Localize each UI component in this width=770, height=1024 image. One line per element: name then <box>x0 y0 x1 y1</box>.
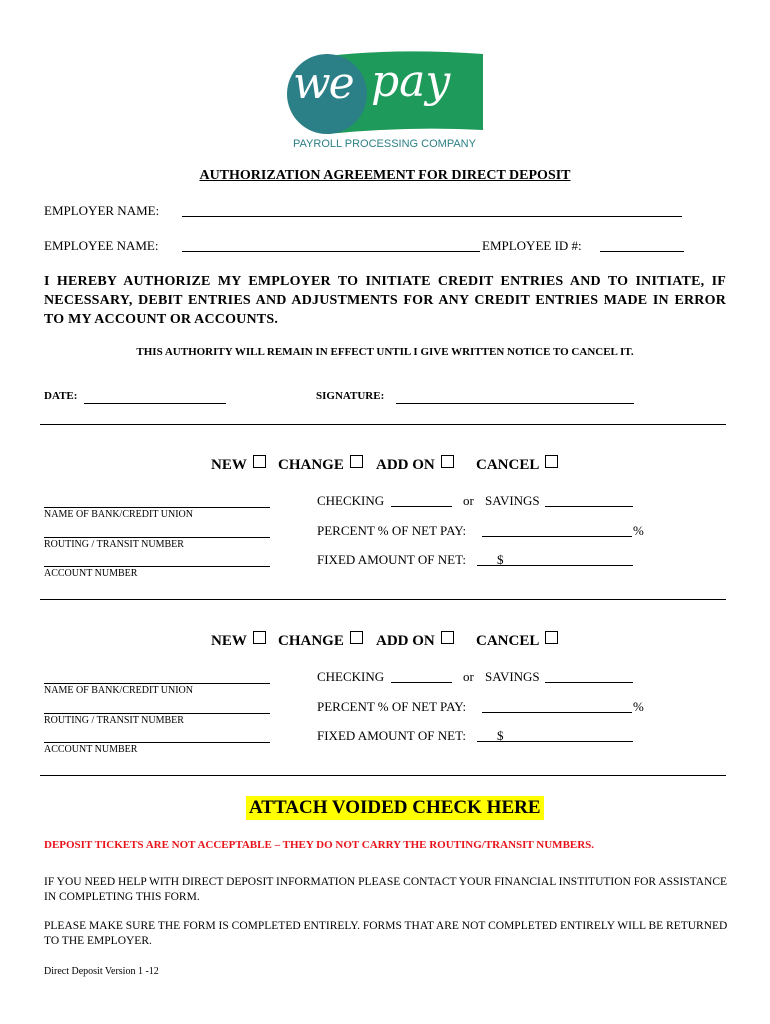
percent-sign: % <box>633 699 644 714</box>
account-number-label: ACCOUNT NUMBER <box>44 568 138 579</box>
percent-label: PERCENT % OF NET PAY: <box>317 699 467 714</box>
savings-field[interactable] <box>545 682 633 683</box>
checking-label: CHECKING <box>317 669 385 684</box>
employee-name-field[interactable] <box>182 251 480 252</box>
fixed-amount-label: FIXED AMOUNT OF NET: <box>317 728 466 743</box>
logo-tagline: PAYROLL PROCESSING COMPANY <box>293 138 476 150</box>
option-cancel[interactable]: CANCEL <box>476 631 558 650</box>
or-label: or <box>463 493 474 508</box>
completion-notice: PLEASE MAKE SURE THE FORM IS COMPLETED ENTIRELY. FORMS THAT ARE NOT COMPLETED ENTIRELY WILL BE RETURNED TO THE EMPLOYER. <box>44 920 728 947</box>
date-field[interactable] <box>84 403 226 404</box>
or-label: or <box>463 669 474 684</box>
attach-check-text: ATTACH VOIDED CHECK HERE <box>249 797 541 818</box>
form-title: AUTHORIZATION AGREEMENT FOR DIRECT DEPOSIT <box>199 168 571 183</box>
option-new[interactable]: NEW <box>211 631 266 650</box>
checking-field[interactable] <box>391 682 452 683</box>
bank-name-label: NAME OF BANK/CREDIT UNION <box>44 685 193 696</box>
attach-check-banner <box>246 796 544 820</box>
checking-field[interactable] <box>391 506 452 507</box>
account-number-field[interactable] <box>44 742 270 743</box>
employer-name-field[interactable] <box>182 216 682 217</box>
add-on-checkbox[interactable] <box>441 631 454 644</box>
bank-name-label: NAME OF BANK/CREDIT UNION <box>44 509 193 520</box>
date-label: DATE: <box>44 390 78 402</box>
fixed-amount-label: FIXED AMOUNT OF NET: <box>317 552 466 567</box>
section-divider <box>40 424 726 425</box>
routing-number-field[interactable] <box>44 537 270 538</box>
employee-name-label: EMPLOYEE NAME: <box>44 238 159 253</box>
option-add-on[interactable]: ADD ON <box>376 631 454 650</box>
savings-label: SAVINGS <box>485 669 540 684</box>
authorization-text: I HEREBY AUTHORIZE MY EMPLOYER TO INITIATE CREDIT ENTRIES AND TO INITIATE, IF NECESSARY, DEBIT ENTRIES AND ADJUSTMENTS FOR ANY CREDIT ENTRIES MADE IN ERROR TO MY ACCOUNT OR ACCOUNTS. <box>44 274 726 327</box>
new-checkbox[interactable] <box>253 631 266 644</box>
dollar-sign: $ <box>497 728 504 743</box>
logo-word-we: we <box>293 58 353 109</box>
percent-sign: % <box>633 523 644 538</box>
add-on-checkbox[interactable] <box>441 455 454 468</box>
employee-id-field[interactable] <box>600 251 684 252</box>
version-footer: Direct Deposit Version 1 -12 <box>44 966 159 977</box>
signature-field[interactable] <box>396 403 634 404</box>
bank-name-field[interactable] <box>44 683 270 684</box>
deposit-ticket-warning: DEPOSIT TICKETS ARE NOT ACCEPTABLE – THEY DO NOT CARRY THE ROUTING/TRANSIT NUMBERS. <box>44 839 595 851</box>
checking-label: CHECKING <box>317 493 385 508</box>
savings-field[interactable] <box>545 506 633 507</box>
option-change[interactable]: CHANGE <box>278 455 363 474</box>
logo-word-pay: pay <box>371 56 451 107</box>
option-add-on[interactable]: ADD ON <box>376 455 454 474</box>
account-number-field[interactable] <box>44 566 270 567</box>
employer-name-label: EMPLOYER NAME: <box>44 203 160 218</box>
cancel-checkbox[interactable] <box>545 631 558 644</box>
option-new[interactable]: NEW <box>211 455 266 474</box>
savings-label: SAVINGS <box>485 493 540 508</box>
section-divider <box>40 775 726 776</box>
routing-number-field[interactable] <box>44 713 270 714</box>
option-cancel[interactable]: CANCEL <box>476 455 558 474</box>
employee-id-label: EMPLOYEE ID #: <box>482 238 582 253</box>
section-divider <box>40 599 726 600</box>
percent-field[interactable] <box>482 712 632 713</box>
routing-number-label: ROUTING / TRANSIT NUMBER <box>44 539 184 550</box>
signature-label: SIGNATURE: <box>316 390 385 402</box>
authority-notice: THIS AUTHORITY WILL REMAIN IN EFFECT UNTIL I GIVE WRITTEN NOTICE TO CANCEL IT. <box>136 346 634 358</box>
dollar-sign: $ <box>497 552 504 567</box>
cancel-checkbox[interactable] <box>545 455 558 468</box>
account-number-label: ACCOUNT NUMBER <box>44 744 138 755</box>
new-checkbox[interactable] <box>253 455 266 468</box>
change-checkbox[interactable] <box>350 631 363 644</box>
percent-label: PERCENT % OF NET PAY: <box>317 523 467 538</box>
wepay-logo <box>287 46 483 152</box>
bank-name-field[interactable] <box>44 507 270 508</box>
change-checkbox[interactable] <box>350 455 363 468</box>
option-change[interactable]: CHANGE <box>278 631 363 650</box>
routing-number-label: ROUTING / TRANSIT NUMBER <box>44 715 184 726</box>
percent-field[interactable] <box>482 536 632 537</box>
help-text: IF YOU NEED HELP WITH DIRECT DEPOSIT INFORMATION PLEASE CONTACT YOUR FINANCIAL INSTITUTION FOR ASSISTANCE IN COMPLETING THIS FORM. <box>44 876 728 903</box>
